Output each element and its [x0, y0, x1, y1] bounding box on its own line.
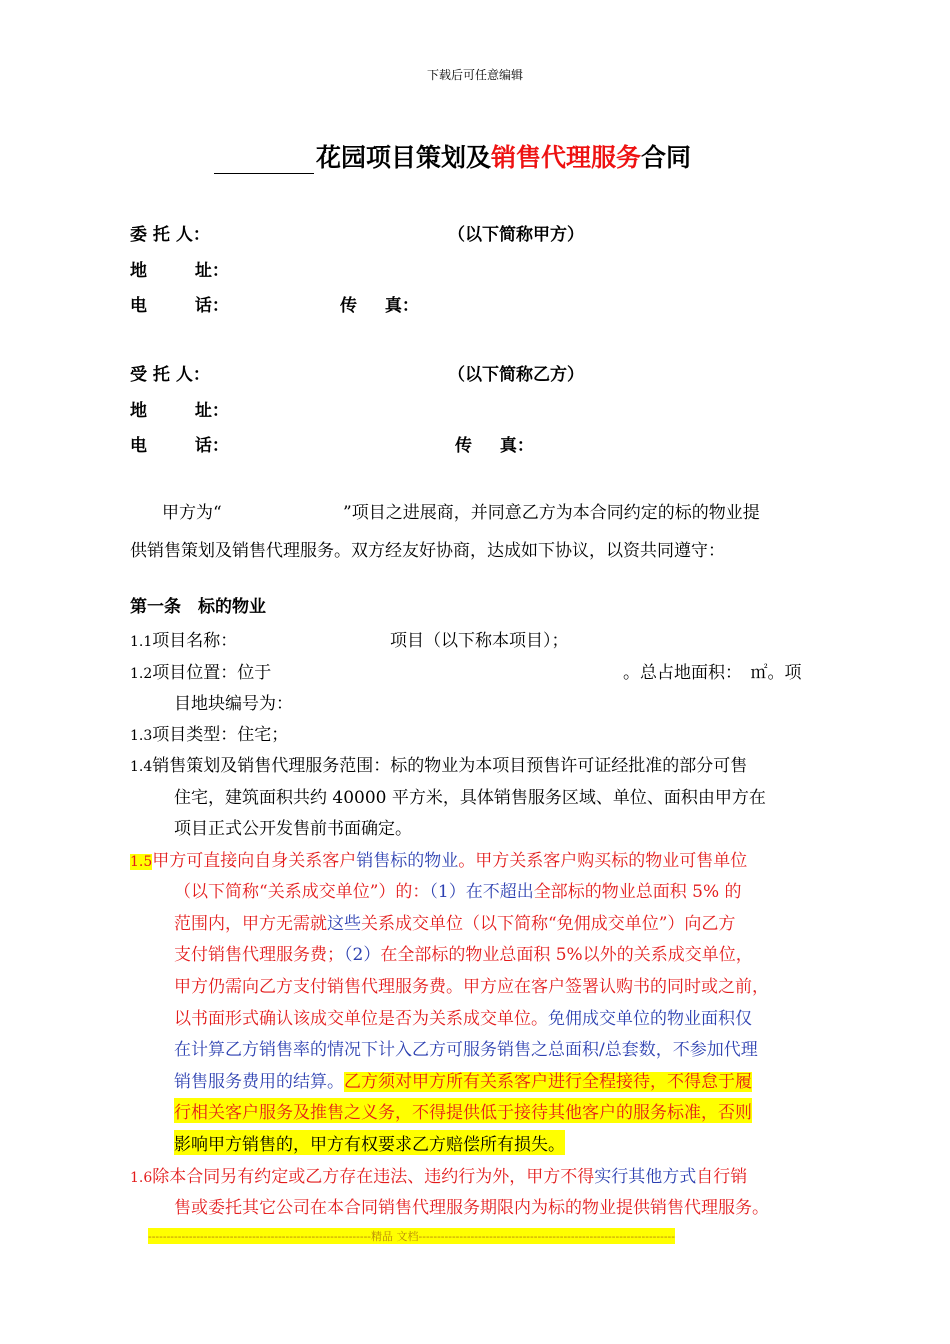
title-part-3: 合同	[641, 143, 692, 172]
text-segment: 。甲方关系客户购买标的物业可售单位	[458, 851, 748, 871]
clause-1-5-line-2	[174, 877, 742, 902]
clause-number: 1.1	[130, 634, 153, 650]
party-b-client-label: 受 托 人：	[130, 365, 210, 385]
text-segment: 销售服务费用的结算。	[174, 1072, 344, 1092]
highlighted-text: 乙方须对甲方所有关系客户进行全程接待，不得怠于履	[344, 1072, 752, 1092]
clause-1-3	[130, 720, 288, 745]
text-segment: 自行销	[696, 1167, 748, 1187]
document-title	[214, 138, 691, 174]
text-segment: 免佣成交单位的物业面积仅	[548, 1009, 752, 1029]
party-a-address-label: 地 址：	[130, 261, 229, 281]
text-segment: 支付销售代理服务费；	[174, 945, 344, 965]
text-segment: 销售标的物业	[356, 851, 459, 871]
party-a-note: （以下简称甲方）	[448, 225, 584, 245]
article-1-heading: 第一条 标的物业	[130, 597, 266, 617]
clause-1-5-line-7: 在计算乙方销售率的情况下计入乙方可服务销售之总面积/总套数，不参加代理	[174, 1040, 758, 1060]
clause-1-1-b: 项目（以下称本项目）；	[390, 631, 569, 651]
clause-text: 项目位置：位于	[152, 663, 272, 683]
clause-text: 销售策划及销售代理服务范围：标的物业为本项目预售许可证经批准的部分可售	[152, 756, 748, 776]
text-segment: 甲方可直接向自身关系客户	[152, 851, 357, 871]
clause-1-5-line-3	[174, 909, 735, 934]
text-segment: 全部标的物业总面积 5% 的	[533, 882, 742, 902]
clause-1-5-line-4	[174, 940, 753, 965]
intro-line-1b: ”项目之进展商，并同意乙方为本合同约定的标的物业提	[343, 503, 760, 523]
clause-number: 1.3	[130, 728, 153, 744]
title-part-1: 花园项目策划及	[316, 143, 492, 172]
clause-1-2	[130, 658, 271, 683]
party-b-note: （以下简称乙方）	[448, 365, 584, 385]
text-segment: （1）在不超出	[429, 882, 534, 902]
text-segment: 这些	[327, 914, 361, 934]
party-a-client-label: 委 托 人：	[130, 225, 210, 245]
clause-1-4-line-3: 项目正式公开发售前书面确定。	[174, 819, 412, 839]
clause-1-5-line-10: 影响甲方销售的，甲方有权要求乙方赔偿所有损失。	[174, 1130, 565, 1155]
clause-1-2-b: 。总占地面积： ㎡。项	[623, 663, 802, 683]
clause-number: 1.4	[130, 759, 153, 775]
clause-1-2-line-2: 目地块编号为：	[174, 694, 293, 714]
clause-1-4	[130, 751, 747, 776]
text-segment: 实行其他方式	[594, 1167, 697, 1187]
clause-text: 项目名称：	[152, 631, 238, 651]
text-segment: （以下简称“关系成交单位”）的：	[174, 882, 430, 902]
party-a-phone-label: 电 话：	[130, 296, 229, 316]
clause-number: 1.2	[130, 666, 153, 682]
text-segment: 在全部标的物业总面积 5%以外的关系成交单位，	[380, 945, 753, 965]
clause-text: 项目类型：住宅；	[152, 725, 289, 745]
clause-1-5-line-5: 甲方仍需向乙方支付销售代理服务费。甲方应在客户签署认购书的同时或之前，	[174, 977, 769, 997]
clause-1-6-line-2: 售或委托其它公司在本合同销售代理服务期限内为标的物业提供销售代理服务。	[174, 1198, 769, 1218]
clause-1-4-line-2: 住宅，建筑面积共约 40000 平方米，具体销售服务区域、单位、面积由甲方在	[174, 788, 766, 808]
clause-1-5-line-1	[130, 846, 747, 871]
footer-rule: ------------------------------------------------------------精品 文档---------------------------------------------------------------------	[148, 1230, 675, 1243]
party-b-fax-label: 传 真：	[455, 436, 534, 456]
party-b-phone-label: 电 话：	[130, 436, 229, 456]
clause-1-1	[130, 626, 237, 651]
clause-1-5-line-6	[174, 1004, 752, 1029]
clause-number: 1.6	[130, 1170, 153, 1186]
title-blank-line	[214, 147, 314, 174]
intro-line-1a: 甲方为“	[162, 503, 222, 523]
text-segment: （2）	[344, 945, 381, 965]
intro-line-2: 供销售策划及销售代理服务。双方经友好协商，达成如下协议，以资共同遵守：	[130, 541, 725, 561]
clause-1-5-line-9: 行相关客户服务及推售之义务，不得提供低于接待其他客户的服务标准，否则	[174, 1098, 752, 1123]
header-note: 下载后可任意编辑	[426, 68, 523, 82]
clause-1-6-line-1	[130, 1162, 747, 1187]
text-segment: 除本合同另有约定或乙方存在违法、违约行为外，甲方不得	[152, 1167, 595, 1187]
text-segment: 范围内，甲方无需就	[174, 914, 327, 934]
clause-number: 1.5	[130, 854, 153, 870]
party-a-fax-label: 传 真：	[340, 296, 419, 316]
text-segment: 以书面形式确认该成交单位是否为关系成交单位。	[174, 1009, 548, 1029]
clause-1-5-line-8	[174, 1067, 752, 1092]
party-b-address-label: 地 址：	[130, 401, 229, 421]
text-segment: 关系成交单位（以下简称“免佣成交单位”）向乙方	[361, 914, 736, 934]
title-part-2: 销售代理服务	[491, 143, 642, 172]
